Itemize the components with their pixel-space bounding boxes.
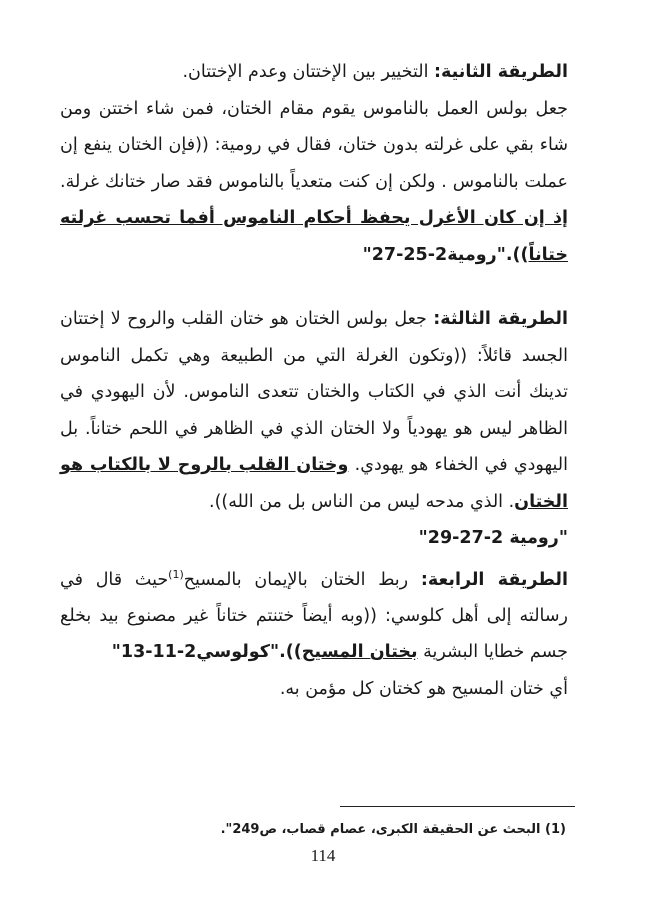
- text-fourth-method-quote: حيث قال في رسالته إلى أهل كلوسي: ((وبه أيضاً ختنتم ختاناً غير مصنوع بيد بخلع جسم خطايا البشرية: [60, 569, 568, 663]
- footnote-number: (1): [545, 822, 566, 837]
- heading-fourth-method: الطريقة الرابعة:: [420, 569, 568, 590]
- main-text: [60, 54, 568, 707]
- paragraph-third-method: [60, 301, 568, 520]
- paragraph-fourth-method: [60, 557, 568, 671]
- reference-romans-2-27: "رومية 2-27-29": [418, 528, 568, 548]
- text-romans-quote: جعل بولس العمل بالناموس يقوم مقام الختان، فمن شاء اختتن ومن شاء بقي على غرلته بدون ختان، فقال في رومية: ((فإن الختان ينفع إن عملت بالناموس . ولكن إن كنت متعدياً بالناموس فقد صار ختانك غرلة.: [60, 98, 568, 192]
- paragraph-reference-romans-2-27: [60, 520, 568, 557]
- footnote-marker[interactable]: (1): [168, 567, 184, 581]
- footnote: [60, 820, 566, 840]
- text-third-method-end: . الذي مدحه ليس من الناس بل من الله)).: [209, 491, 515, 512]
- text-fourth-method: ربط الختان بالإيمان بالمسيح: [183, 569, 421, 590]
- text-third-method: جعل بولس الختان هو ختان القلب والروح لا إختتان الجسد قائلاً: ((وتكون الغرلة التي من الطبيعة وهي تكمل الناموس تدينك أنت الذي في الكتاب والختان تتعدى الناموس. لأن اليهودي في الظاهر ليس هو يهودياً ولا الختان الذي في الظاهر في اللحم ختاناً. بل اليهودي في الخفاء هو يهودي.: [60, 309, 568, 475]
- quote-closing: )).: [505, 244, 529, 265]
- text-conclusion: أي ختان المسيح هو كختان كل مؤمن به.: [279, 678, 568, 699]
- page-number: 114: [310, 846, 336, 865]
- reference-romans-2-25: "رومية2-25-27": [362, 244, 506, 265]
- text-second-method: التخيير بين الإختتان وعدم الإختتان.: [182, 62, 435, 82]
- underlined-fourth-method: بختان المسيح: [301, 642, 418, 663]
- paragraph-second-method: [60, 54, 568, 91]
- underlined-romans-quote: إذ إن كان الأغرل يحفظ أحكام الناموس أفما تحسب غرلته ختاناً: [60, 208, 568, 265]
- underlined-third-method: وختان القلب بالروح لا بالكتاب هو الختان: [60, 455, 568, 512]
- reference-colossians-2-11: "كولوسي2-11-13": [111, 642, 280, 663]
- footnote-text: البحث عن الحقيقة الكبرى، عصام قصاب، ص249".: [220, 822, 546, 837]
- quote-closing-colossians: )).: [279, 642, 302, 663]
- footnote-divider: [340, 806, 575, 807]
- heading-third-method: الطريقة الثالثة:: [433, 309, 568, 329]
- paragraph-spacer: [60, 273, 568, 301]
- heading-second-method: الطريقة الثانية:: [434, 62, 568, 82]
- paragraph-conclusion: [60, 671, 568, 708]
- paragraph-romans-quote: [60, 91, 568, 274]
